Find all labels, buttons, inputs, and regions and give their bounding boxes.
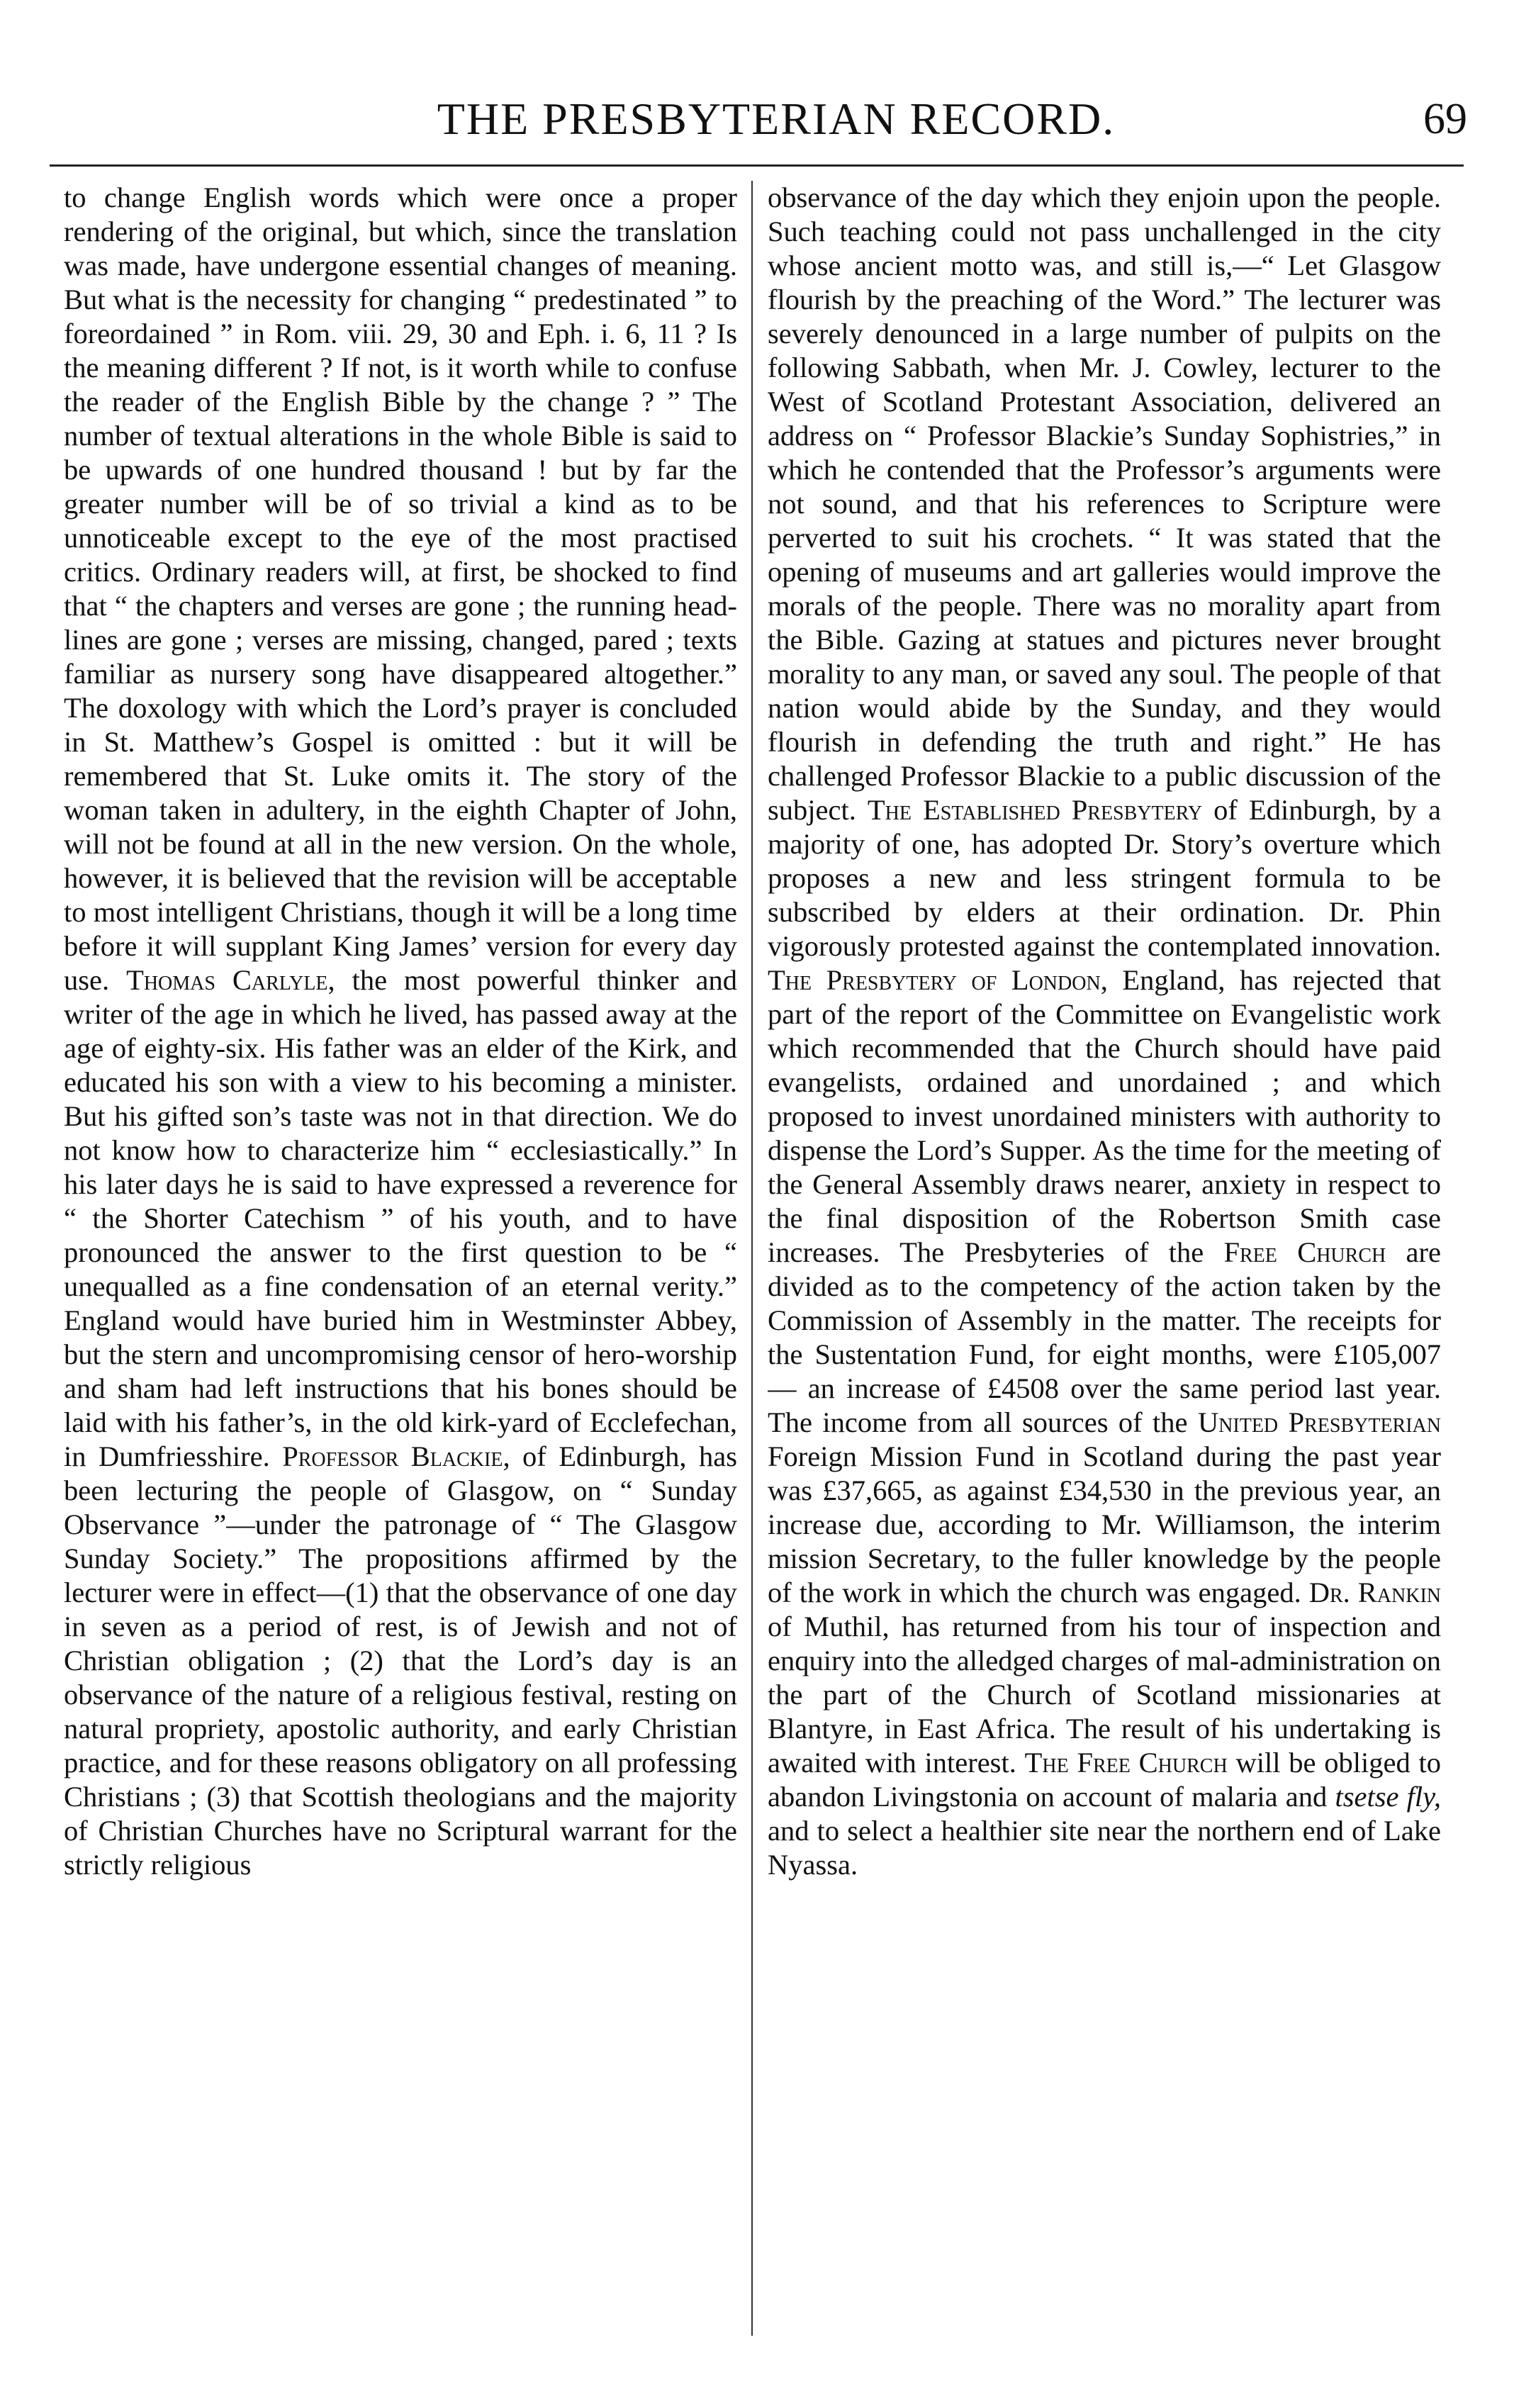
tsetse-fly-text: tsetse fly, [1335, 1781, 1441, 1813]
blackie-name: Professor Blackie, [282, 1440, 510, 1472]
column-divider [751, 181, 753, 2336]
sunday-text: observance of the day which they enjoin upon the people. Such teaching could not pass unchallenged in the city whose ancient motto was, and still is,—“ Let Glasgow flourish by the preaching of the Word.” The lecturer was severely denounced in a large number of pulpits on the following Sabbath, when Mr. J. Cowley, lecturer to the West of Scotland Protestant Association, delivered an address on “ Professor Blackie’s Sunday Sophistries,” in which he contended that the Professor’s arguments were not sound, and that his references to Scripture were perverted to suit his crochets. “ It was stated that the opening of museums and art galleries would improve the morals of the people. There was no morality apart from the Bible. Gazing at statues and pictures never brought morality to any man, or saved any soul. The people of that nation would abide by the Sunday, and they would flourish in defending the truth and right.” He has challenged Professor Blackie to a public discussion of the subject. [768, 181, 1441, 826]
livingstonia-text: will be obliged to abandon Livingstonia on account of malaria and [768, 1747, 1441, 1813]
dr-rankin-name: Dr. Rankin [1308, 1577, 1441, 1608]
rankin-text: of Muthil, has returned from his tour of inspection and enquiry into the alledged charges of mal-administration on the part of the Church of Scotland missionaries at Blantyre, in East Africa. The result of his undertaking is awaited with interest. [768, 1611, 1441, 1779]
free-church-name-2: The Free Church [1024, 1747, 1228, 1779]
journal-title: THE PRESBYTERIAN RECORD. [437, 94, 1116, 144]
carlyle-name: Thomas Carlyle, [126, 964, 335, 996]
left-paragraph [64, 181, 737, 1882]
left-column [64, 181, 737, 2357]
london-text: England, has rejected that part of the report of the Committee on Evangelistic work which recommended that the Church should have paid evangelists, ordained and unordained ; and which proposed to invest unordained ministers with authority to dispense the Lord’s Supper. As the time for the meeting of the General Assembly draws nearer, anxiety in respect to the final disposition of the Robertson Smith case increases. The Presbyteries of the [768, 964, 1441, 1268]
blackie-text: of Edinburgh, has been lecturing the people of Glasgow, on “ Sunday Observance ”—under the patronage of “ The Glasgow Sunday Society.” The propositions affirmed by the lecturer were in effect—(1) that the observance of one day in seven as a period of rest, is of Jewish and not of Christian obligation ; (2) that the Lord’s day is an observance of the nature of a religious festival, resting on natural propriety, apostolic authority, and early Christian practice, and for these reasons obligatory on all professing Christians ; (3) that Scottish theologians and the majority of Christian Churches have no Scriptural warrant for the strictly religious [64, 1440, 737, 1881]
header-rule [50, 164, 1464, 167]
free-church-text: are divided as to the competency of the action taken by the Commission of Assembly in the matter. The receipts for the Sustentation Fund, for eight months, were £105,007 — an increase of £4508 over the same period last year. The income from all sources of the [768, 1236, 1441, 1438]
running-head [85, 84, 1467, 155]
edinburgh-text: of Edinburgh, by a majority of one, has adopted Dr. Story’s overture which proposes a new and less stringent formula to be subscribed by elders at their ordination. Dr. Phin vigorously protested against the contemplated innovation. [768, 794, 1441, 962]
page-number: 69 [1423, 95, 1467, 143]
mission-fund-text: Foreign Mission Fund in Scotland during the past year was £37,665, as against £34,530 in the previous year, an increase due, according to Mr. Williamson, the interim mission Secretary, to the fuller knowledge by the people of the work in which the church was engaged. [768, 1440, 1441, 1608]
nyassa-text: and to select a healthier site near the northern end of Lake Nyassa. [768, 1815, 1441, 1881]
presbytery-london-name: The Presbytery of London, [768, 964, 1108, 996]
right-column [768, 181, 1441, 2357]
right-paragraph [768, 181, 1441, 1882]
carlyle-text: the most powerful thinker and writer of the age in which he lived, has passed away at the age of eighty-six. His father was an elder of the Kirk, and educated his son with a view to his becoming a minister. But his gifted son’s taste was not in that direction. We do not know how to characterize him “ ecclesiastically.” In his later days he is said to have expressed a reverence for “ the Shorter Catechism ” of his youth, and to have pronounced the answer to the first question to be “ unequalled as a fine condensation of an eternal verity.” England would have buried him in Westminster Abbey, but the stern and uncompromising censor of hero-worship and sham had left instructions that his bones should be laid with his father’s, in the old kirk-yard of Ecclefechan, in Dumfriesshire. [64, 964, 737, 1472]
revision-text: to change English words which were once a proper rendering of the original, but which, since the translation was made, have undergone essential changes of meaning. But what is the necessity for changing “ predestinated ” to foreordained ” in Rom. viii. 29, 30 and Eph. i. 6, 11 ? Is the meaning different ? If not, is it worth while to confuse the reader of the English Bible by the change ? ” The number of textual alterations in the whole Bible is said to be upwards of one hundred thousand ! but by far the greater number will be of so trivial a kind as to be unnoticeable except to the eye of the most practised critics. Ordinary readers will, at first, be shocked to find that “ the chapters and verses are gone ; the running head-lines are gone ; verses are missing, changed, pared ; texts familiar as nursery song have disappeared altogether.” The doxology with which the Lord’s prayer is concluded in St. Matthew’s Gospel is omitted : but it will be remembered that St. Luke omits it. The story of the woman taken in adultery, in the eighth Chapter of John, will not be found at all in the new version. On the whole, however, it is believed that the revision will be acceptable to most intelligent Christians, though it will be a long time before it will supplant King James’ version for every day use. [64, 181, 737, 996]
united-presbyterian-name: United Presbyterian [1197, 1406, 1441, 1438]
free-church-name: Free Church [1223, 1236, 1386, 1268]
established-presbytery-name: The Established Presbytery [867, 794, 1203, 826]
